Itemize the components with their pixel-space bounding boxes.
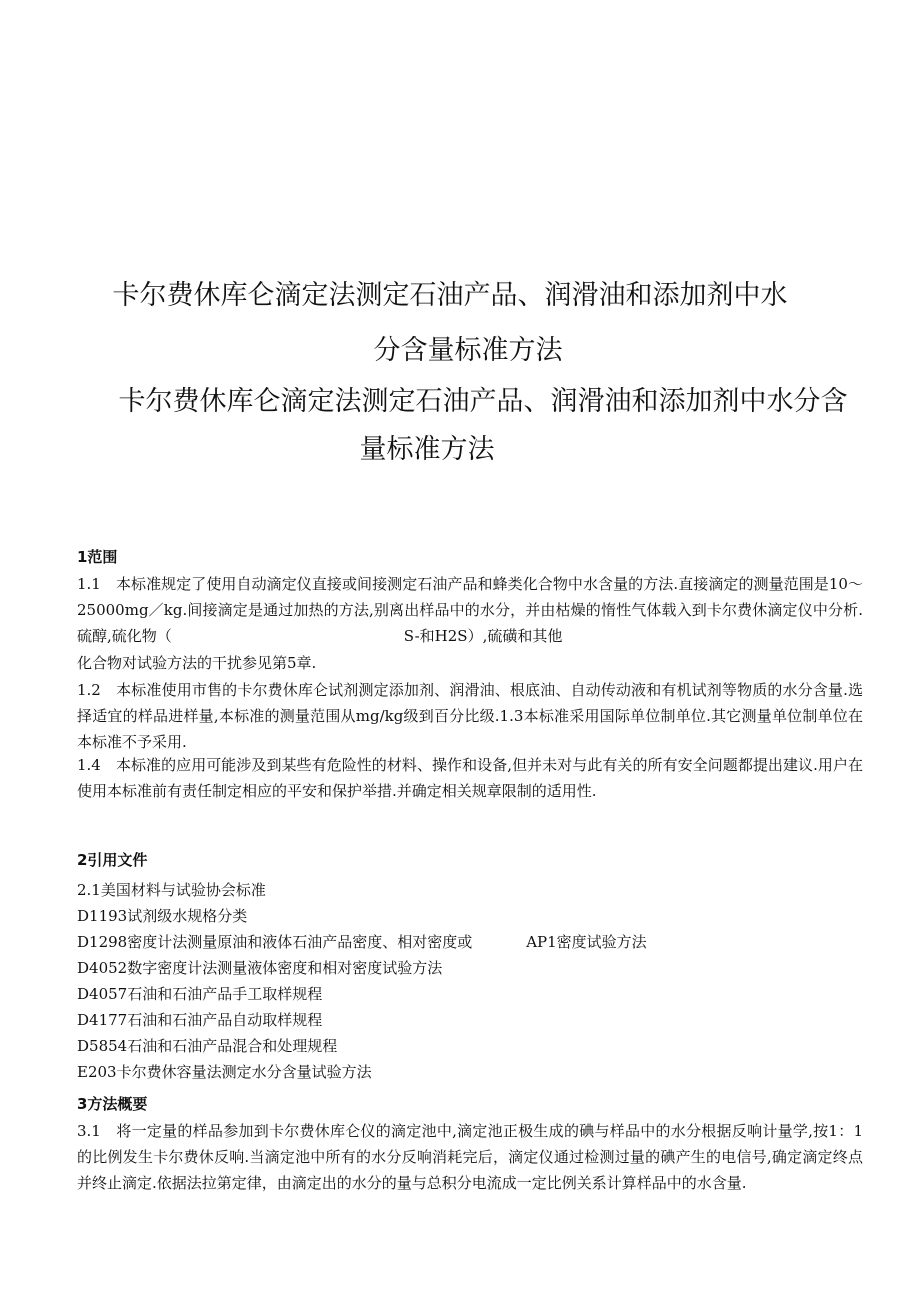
reference-item-text-continued: AP1密度试验方法 (526, 933, 647, 951)
reference-item: D1193试剂级水规格分类 (77, 907, 248, 925)
section-heading-references: 2引用文件 (77, 851, 148, 869)
title-line-3: 卡尔费休库仑滴定法测定石油产品、润滑油和添加剂中水分含 (118, 386, 848, 417)
title-line-4: 量标准方法 (359, 434, 495, 465)
reference-item: E203卡尔费休容量法测定水分含量试验方法 (77, 1063, 372, 1081)
section-heading-scope: 1范围 (77, 548, 118, 566)
paragraph-1-1-tail: 化合物对试验方法的干扰参见第5章. (77, 654, 317, 672)
paragraph-1-1-formula: S-和H2S）,硫磺和其他 (403, 627, 563, 645)
paragraph-3-1: 3.1 将一定量的样品参加到卡尔费休库仑仪的滴定池中,滴定池正极生成的碘与样品中的水分根据反响计量学,按1：1的比例发生卡尔费休反响.当滴定池中所有的水分反响消耗完后，滴定仪通过检测过量的碘产生的电信号,确定滴定终点并终止滴定.依据法拉第定律，由滴定出的水分的量与总积分电流成一定比例关系计算样品中的水含量. (77, 1122, 863, 1192)
title-line-2: 分含量标准方法 (373, 335, 563, 366)
reference-item: D4177石油和石油产品自动取样规程 (77, 1011, 323, 1029)
reference-item-text: D1298密度计法测量原油和液体石油产品密度、相对密度或 (77, 933, 473, 951)
reference-item: D4057石油和石油产品手工取样规程 (77, 985, 323, 1003)
paragraph-1-2: 1.2 本标准使用市售的卡尔费休库仑试剂测定添加剂、润滑油、根底油、自动传动液和有机试剂等物质的水分含量.选择适宜的样品进样量,本标准的测量范围从mg/kg级到百分比级.1.3本标准采用国际单位制单位.其它测量单位制单位在本标准不予采用. (77, 681, 863, 751)
reference-item (77, 931, 647, 952)
section-heading-summary: 3方法概要 (77, 1095, 148, 1113)
title-line-1: 卡尔费休库仑滴定法测定石油产品、润滑油和添加剂中水 (112, 280, 788, 311)
paragraph-1-1-main: 1.1 本标准规定了使用自动滴定仪直接或间接测定石油产品和蜂类化合物中水含量的方法.直接滴定的测量范围是10～25000mg／kg.间接滴定是通过加热的方法,别离出样品中的水分，并由枯燥的惰性气体载入到卡尔费休滴定仪中分析.硫醇,硫化物（ (77, 575, 863, 645)
reference-item: D4052数字密度计法测量液体密度和相对密度试验方法 (77, 959, 443, 977)
paragraph-1-1 (77, 571, 863, 649)
reference-item: 2.1美国材料与试验协会标准 (77, 881, 266, 899)
paragraph-1-4: 1.4 本标准的应用可能涉及到某些有危险性的材料、操作和设备,但并未对与此有关的所有安全问题都提出建议.用户在使用本标准前有责任制定相应的平安和保护举措.并确定相关规章限制的适用性. (77, 756, 863, 800)
reference-item: D5854石油和石油产品混合和处理规程 (77, 1037, 338, 1055)
